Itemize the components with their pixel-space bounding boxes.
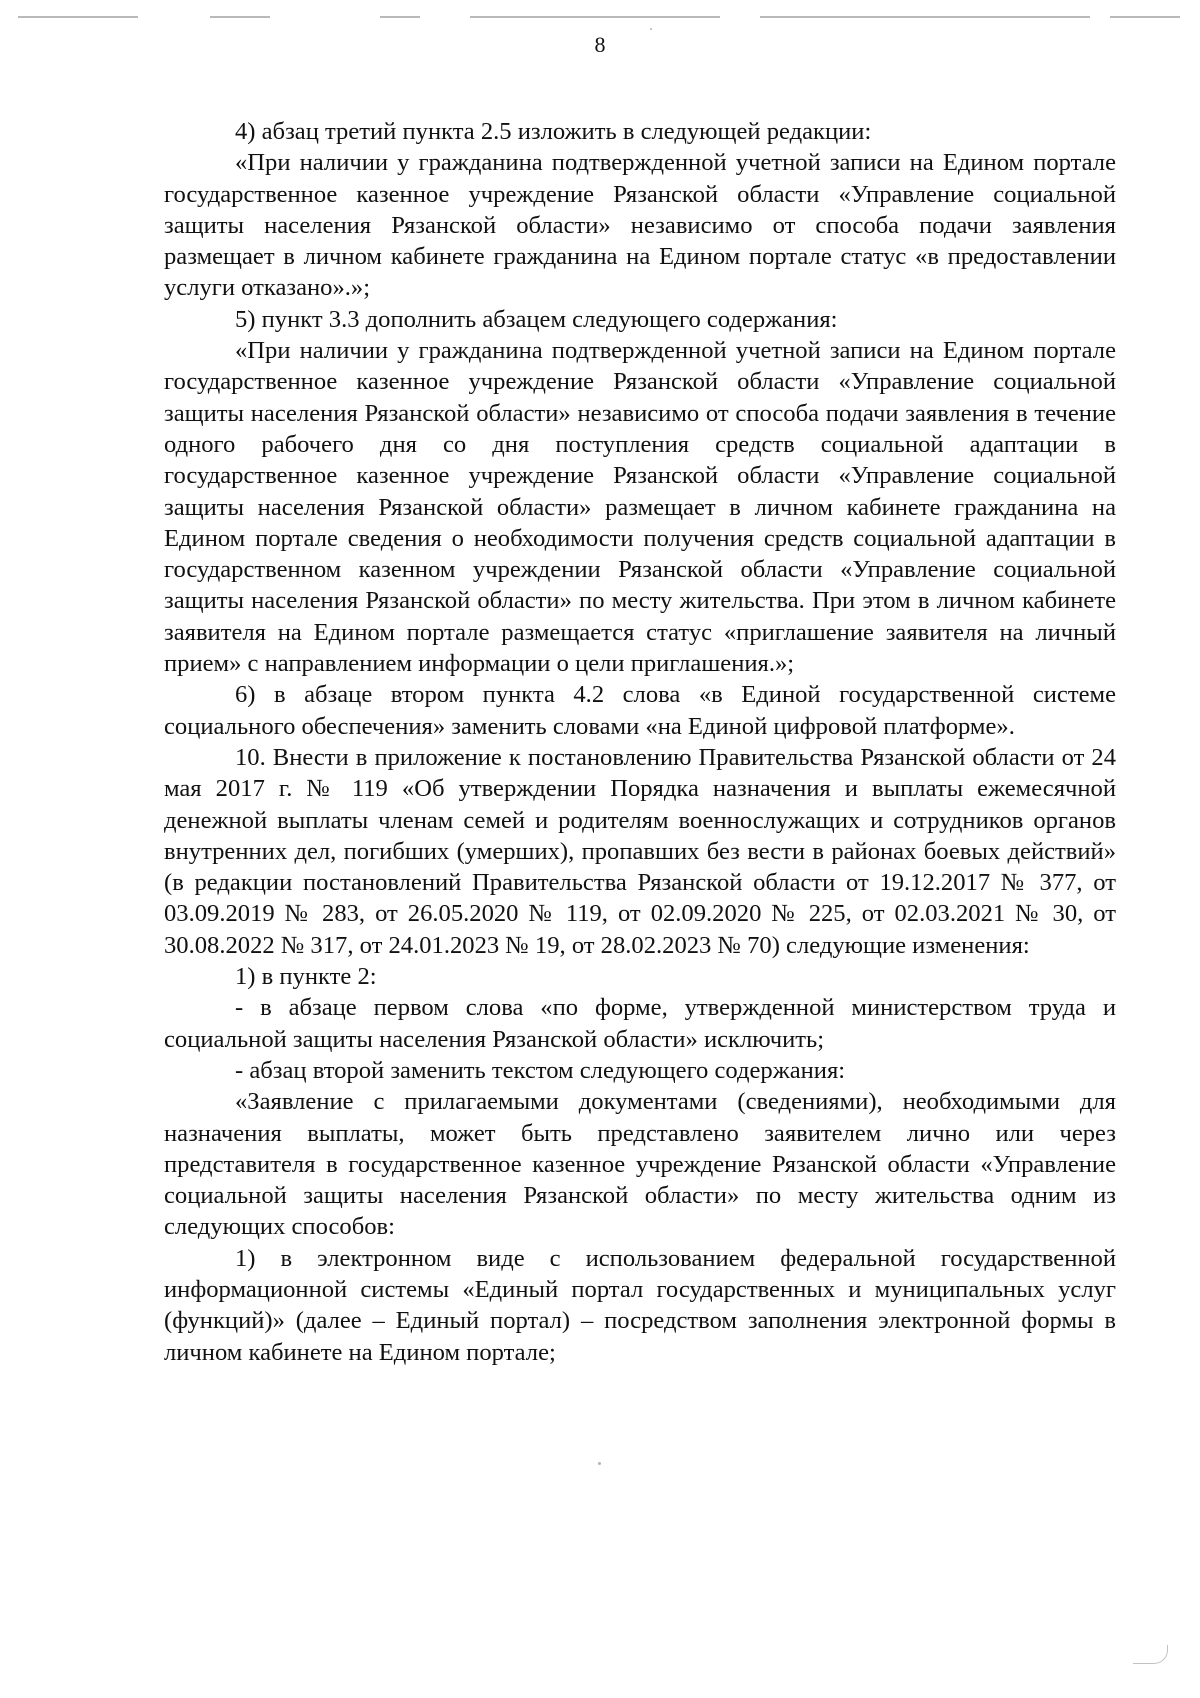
quoted-paragraph: «При наличии у гражданина подтвержденной учетной записи на Едином портале государственное казенное учреждение Рязанской области «Управление социальной защиты населения Рязанской области» независимо от способа подачи заявления размещает в личном кабинете гражданина на Едином портале статус «в предоставлении услуги отказано».»; [164, 149, 1116, 302]
quoted-paragraph: «Заявление с прилагаемыми документами (сведениями), необходимыми для назначения выплаты, может быть представлено заявителем лично или через представителя в государственное казенное учреждение Рязанской области «Управление социальной защиты населения Рязанской области» по месту жительства одним из следующих способов: [164, 1088, 1116, 1241]
scan-artifact [210, 16, 270, 18]
paragraph-section-10: 10. Внести в приложение к постановлению Правительства Рязанской области от 24 мая 2017 г. № 119 «Об утверждении Порядка назначения и выплаты ежемесячной денежной выплаты членам семей и родителям военнослужащих и сотрудников органов внутренних дел, погибших (умерших), пропавших без вести в районах боевых действий» (в редакции постановлений Правительства Рязанской области от 19.12.2017 № 377, от 03.09.2019 № 283, от 26.05.2020 № 119, от 02.09.2020 № 225, от 02.03.2021 № 30, от 30.08.2022 № 317, от 24.01.2023 № 19, от 28.02.2023 № 70) следующие изменения: [164, 743, 1116, 959]
quoted-paragraph: «При наличии у гражданина подтвержденной учетной записи на Едином портале государственное казенное учреждение Рязанской области «Управление социальной защиты населения Рязанской области» независимо от способа подачи заявления в течение одного рабочего дня со дня поступления средств социальной адаптации в государственное казенное учреждение Рязанской области «Управление социальной защиты населения Рязанской области» размещает в личном кабинете гражданина на Едином портале сведения о необходимости получения средств социальной адаптации в государственном казенном учреждении Рязанской области «Управление социальной защиты населения Рязанской области» по месту жительства. При этом в личном кабинете заявителя на Едином портале размещается статус «приглашение заявителя на личный прием» с направлением информации о цели приглашения.»; [164, 337, 1116, 678]
paragraph-item-6: 6) в абзаце втором пункта 4.2 слова «в Единой государственной системе социального обеспечения» заменить словами «на Единой цифровой платформе». [164, 681, 1116, 740]
paragraph-subitem-1: 1) в пункте 2: [235, 963, 377, 991]
scan-speck [598, 1462, 601, 1465]
scan-artifact [18, 16, 138, 18]
document-body [164, 116, 1116, 1368]
scan-artifact [470, 16, 720, 18]
paragraph-dash-item: - абзац второй заменить текстом следующего содержания: [235, 1056, 846, 1084]
paragraph-item-5: 5) пункт 3.3 дополнить абзацем следующего содержания: [235, 305, 838, 333]
scan-artifact [760, 16, 1090, 18]
paragraph-subitem-1: 1) в электронном виде с использованием федеральной государственной информационной системы «Единый портал государственных и муниципальных услуг (функций)» (далее – Единый портал) – посредством заполнения электронной формы в личном кабинете на Едином портале; [164, 1244, 1116, 1366]
scan-corner-mark [1133, 1645, 1168, 1664]
scan-speck [650, 28, 652, 30]
page-number: 8 [594, 32, 606, 57]
paragraph-dash-item: - в абзаце первом слова «по форме, утвержденной министерством труда и социальной защиты населения Рязанской области» исключить; [164, 994, 1116, 1053]
scan-artifact [1110, 16, 1180, 18]
paragraph-item-4: 4) абзац третий пункта 2.5 изложить в следующей редакции: [235, 118, 872, 145]
scan-artifact [380, 16, 420, 18]
